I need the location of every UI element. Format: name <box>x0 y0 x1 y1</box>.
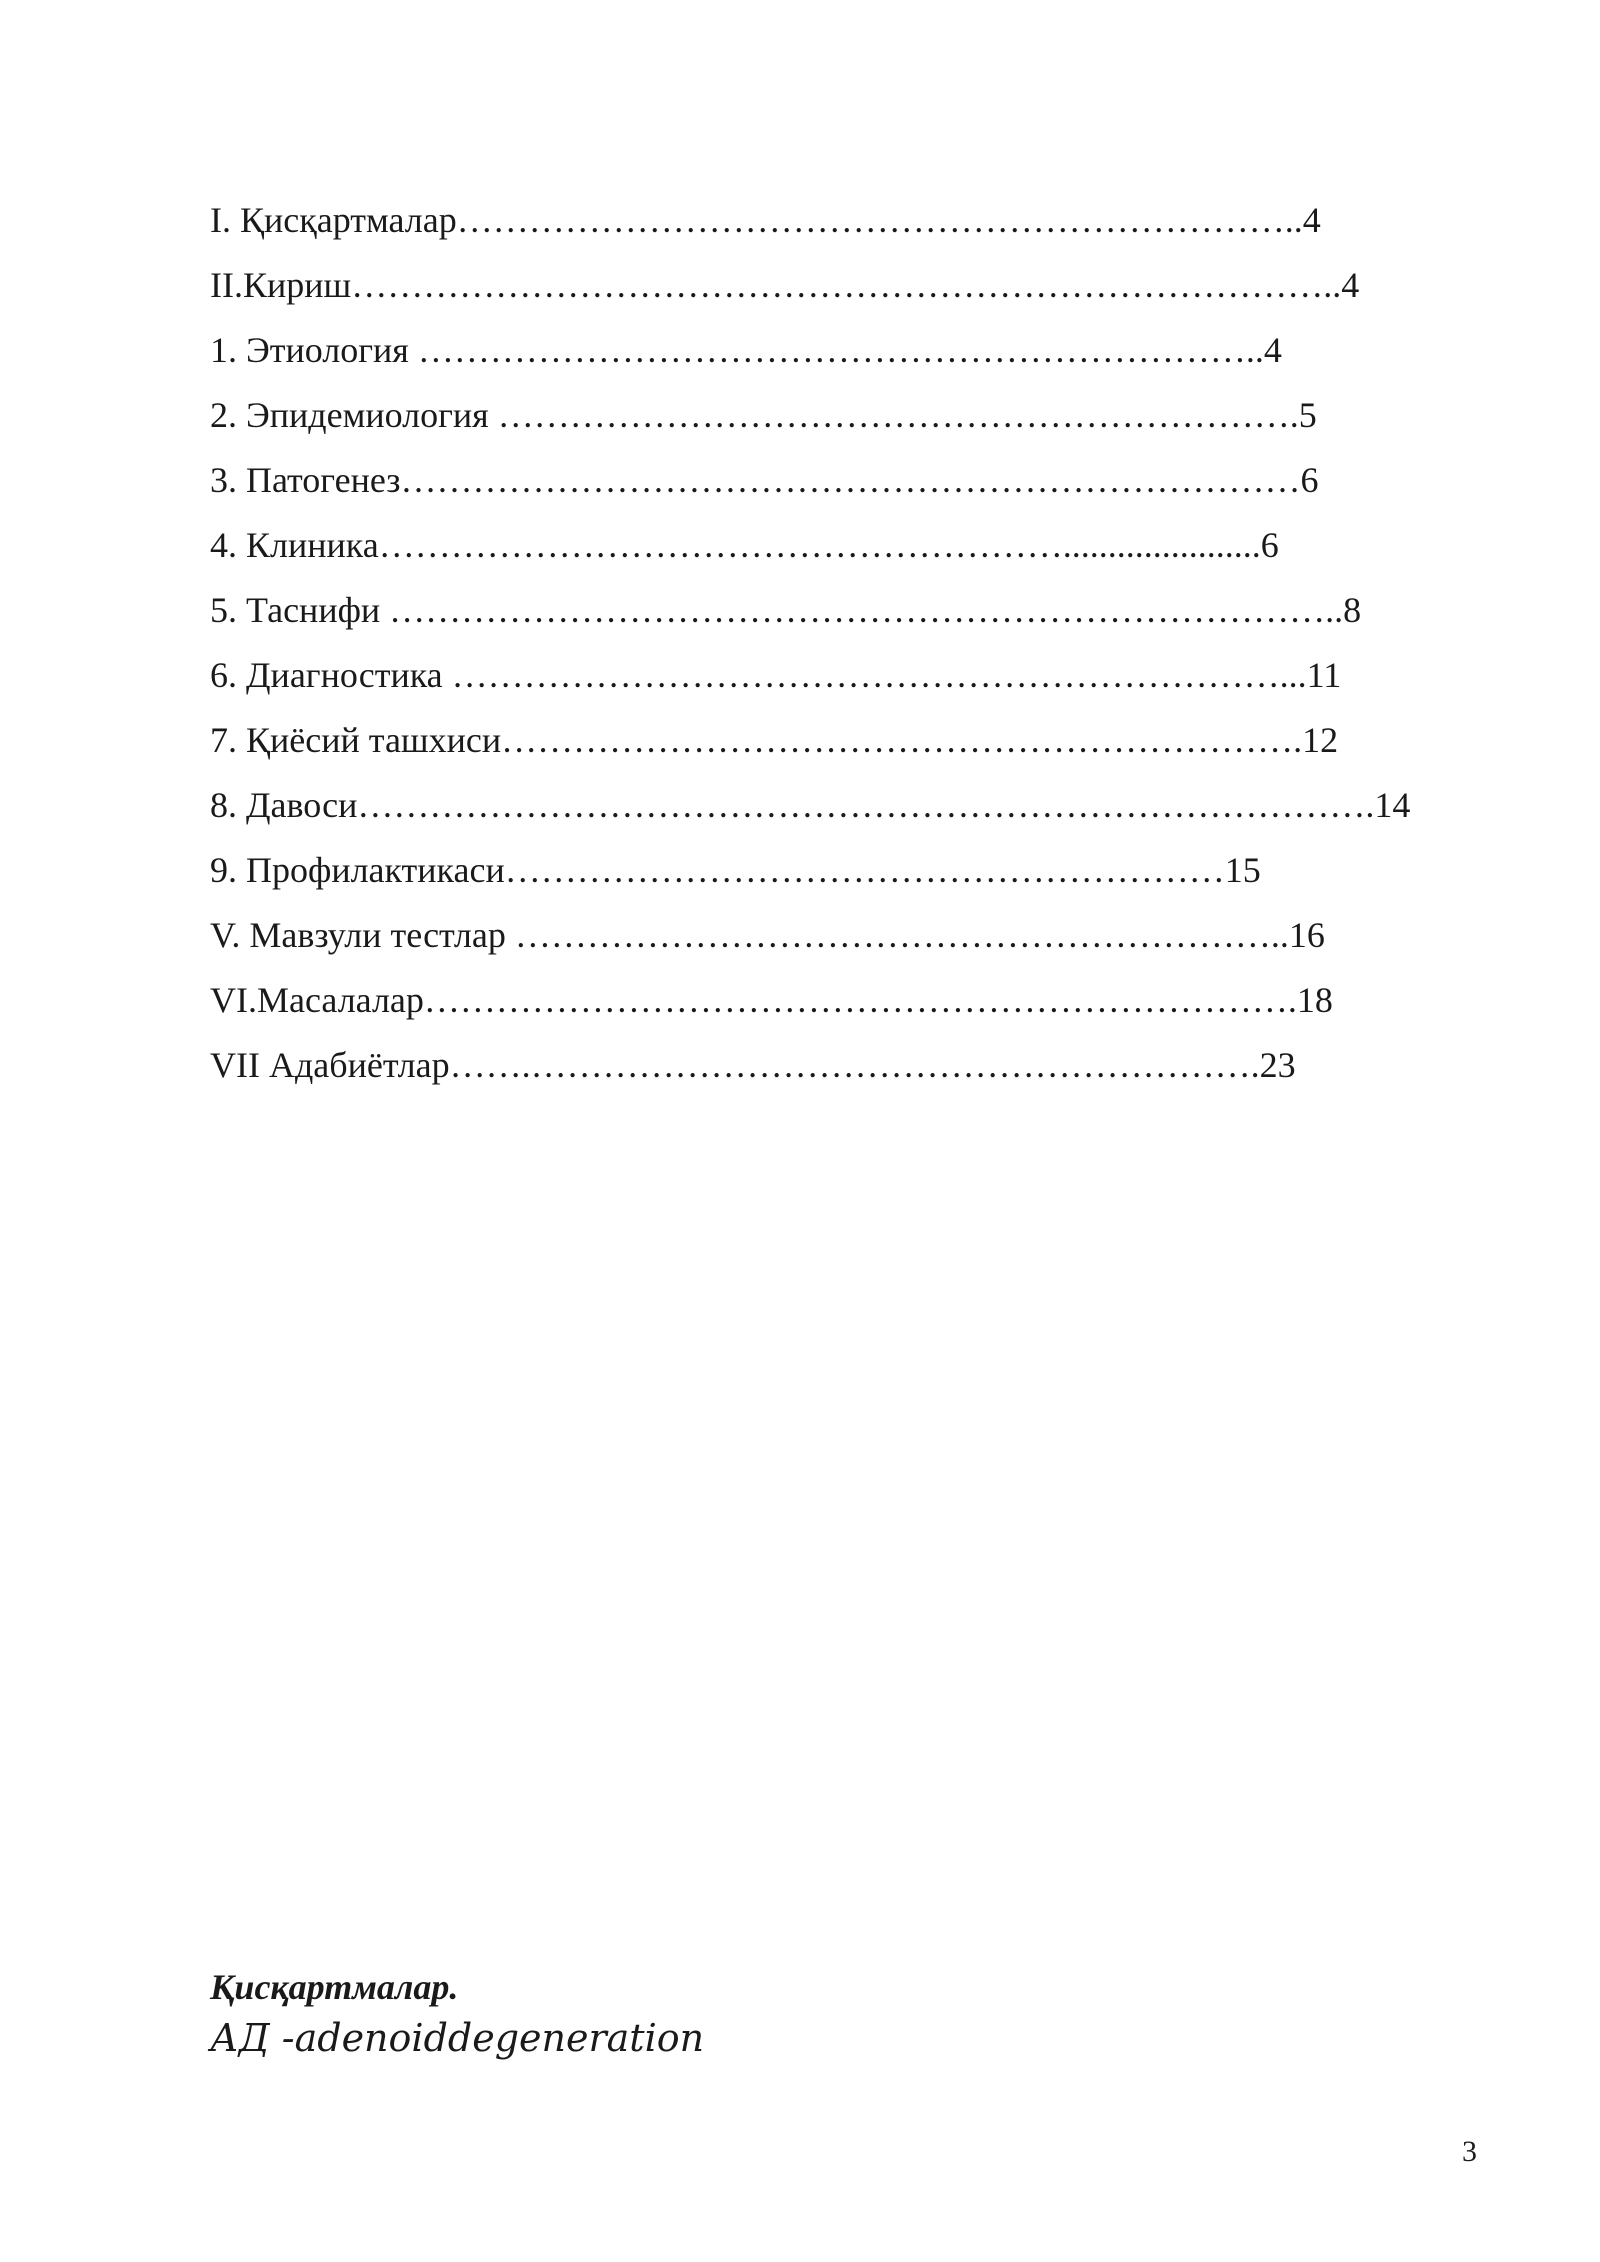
toc-entry-abbreviations: I. Қисқартмалар……………………………………………………………..4 <box>210 200 1321 240</box>
toc-entry-diagnostics: 6. Диагностика ……………………………………………………………...11 <box>210 655 1342 695</box>
toc-entry-pathogenesis: 3. Патогенез…………………………………………………………………6 <box>210 460 1319 500</box>
toc-entry-classification: 5. Таснифи ……………………………………………………………………..8 <box>210 590 1362 630</box>
toc-entry-references: VII Адабиётлар…….…………………………………………………….23 <box>210 1045 1296 1085</box>
toc-entry-problems: VI.Масалалар……………………………………………………………….18 <box>210 980 1333 1020</box>
toc-entry-epidemiology: 2. Эпидемиология ………………………………………………………….5 <box>210 395 1317 435</box>
abbreviations-heading: Қисқартмалар. <box>210 1967 459 2007</box>
toc-entry-prevention: 9. Профилактикаси……………………………………………………15 <box>210 850 1261 890</box>
toc-entry-tests: V. Мавзули тестлар ………………………………………………………..16 <box>210 915 1325 955</box>
toc-entry-clinic: 4. Клиника…………………………………………………......................6 <box>210 525 1279 565</box>
page-number: 3 <box>1462 2135 1477 2168</box>
toc-entry-differential-diagnosis: 7. Қиёсий ташхиси………………………………………………………….12 <box>210 720 1339 760</box>
toc-entry-treatment: 8. Давоси………………………………………………………………………….14 <box>210 785 1411 825</box>
toc-entry-etiology: 1. Этиология ……………………………………………………………..4 <box>210 330 1282 370</box>
abbreviation-item: АД -adenoiddegeneration <box>210 2016 705 2060</box>
toc-entry-introduction: II.Кириш………………………………………………………………………..4 <box>210 265 1360 305</box>
table-of-contents <box>210 188 1470 1098</box>
